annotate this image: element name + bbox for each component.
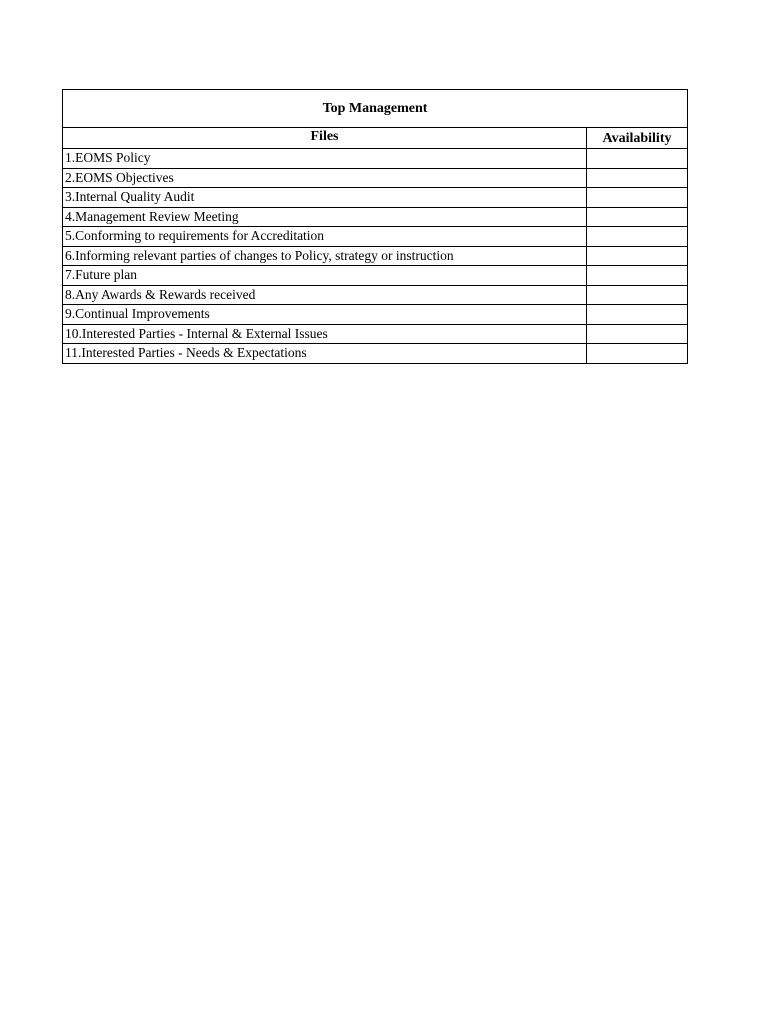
table-row bbox=[63, 227, 688, 247]
file-cell: 5.Conforming to requirements for Accreditation bbox=[63, 227, 587, 247]
availability-cell[interactable] bbox=[587, 344, 688, 364]
file-cell: 6.Informing relevant parties of changes to Policy, strategy or instruction bbox=[63, 246, 587, 266]
table-row bbox=[63, 168, 688, 188]
availability-column-header: Availability bbox=[587, 128, 688, 149]
file-cell: 7.Future plan bbox=[63, 266, 587, 286]
table-row bbox=[63, 149, 688, 169]
file-cell: 4.Management Review Meeting bbox=[63, 207, 587, 227]
availability-cell[interactable] bbox=[587, 168, 688, 188]
availability-cell[interactable] bbox=[587, 246, 688, 266]
table-row bbox=[63, 188, 688, 208]
file-cell: 11.Interested Parties - Needs & Expectations bbox=[63, 344, 587, 364]
files-column-header: Files bbox=[63, 128, 587, 149]
table-title: Top Management bbox=[63, 90, 688, 128]
table-row bbox=[63, 324, 688, 344]
file-cell: 2.EOMS Objectives bbox=[63, 168, 587, 188]
file-cell: 9.Continual Improvements bbox=[63, 305, 587, 325]
table-row bbox=[63, 246, 688, 266]
file-cell: 3.Internal Quality Audit bbox=[63, 188, 587, 208]
availability-cell[interactable] bbox=[587, 207, 688, 227]
availability-cell[interactable] bbox=[587, 285, 688, 305]
table-title-row bbox=[63, 90, 688, 128]
table-row bbox=[63, 344, 688, 364]
file-cell: 1.EOMS Policy bbox=[63, 149, 587, 169]
availability-cell[interactable] bbox=[587, 266, 688, 286]
file-cell: 10.Interested Parties - Internal & External Issues bbox=[63, 324, 587, 344]
availability-cell[interactable] bbox=[587, 227, 688, 247]
availability-cell[interactable] bbox=[587, 149, 688, 169]
files-availability-table bbox=[62, 89, 688, 364]
table-row bbox=[63, 266, 688, 286]
file-cell: 8.Any Awards & Rewards received bbox=[63, 285, 587, 305]
availability-cell[interactable] bbox=[587, 305, 688, 325]
table-row bbox=[63, 305, 688, 325]
table-header-row bbox=[63, 128, 688, 149]
table-row bbox=[63, 285, 688, 305]
availability-cell[interactable] bbox=[587, 324, 688, 344]
table-row bbox=[63, 207, 688, 227]
availability-cell[interactable] bbox=[587, 188, 688, 208]
